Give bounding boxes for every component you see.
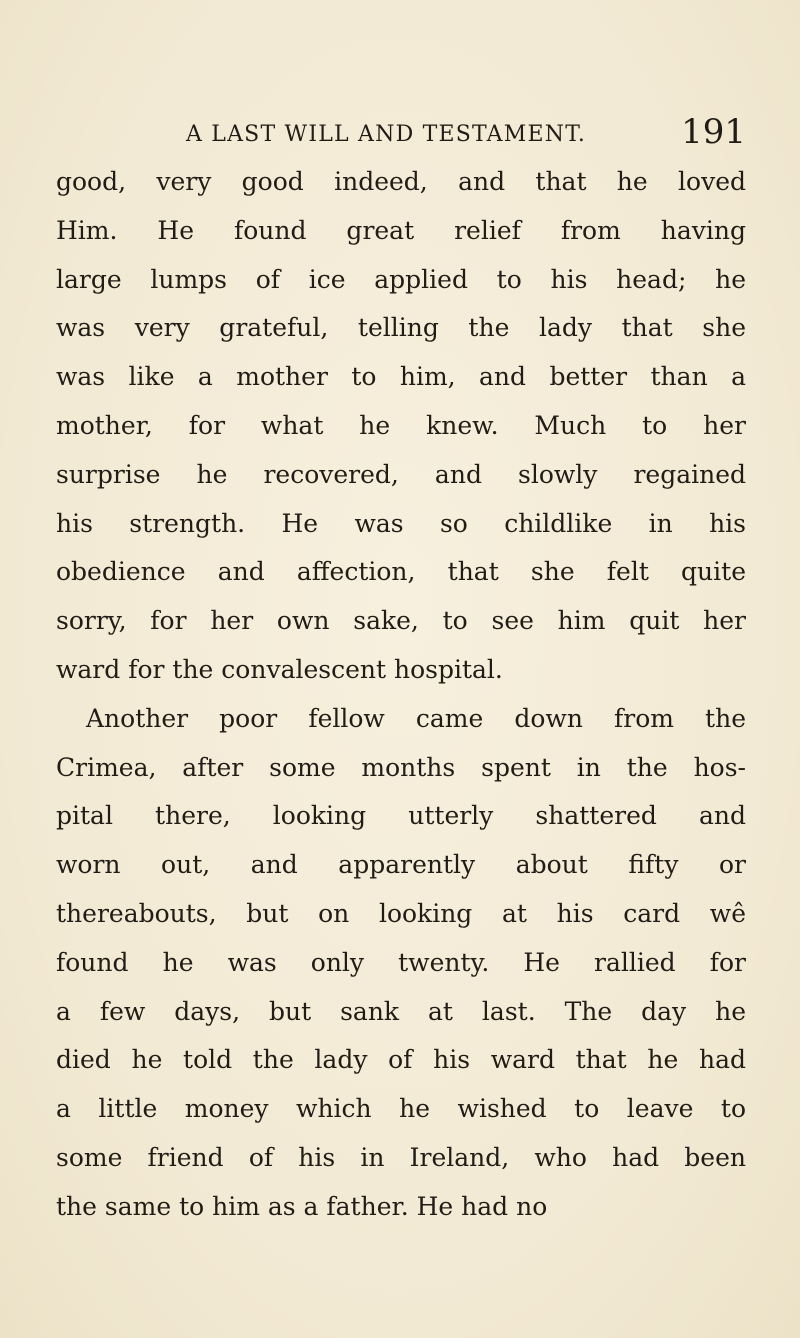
text-line: surprise he recovered, and slowly regained xyxy=(56,459,746,489)
text-line: some friend of his in Ireland, who had been xyxy=(56,1142,746,1172)
text-line: sorry, for her own sake, to see him quit her xyxy=(56,606,746,636)
paragraph-end-line: ward for the convalescent hospital. xyxy=(56,654,503,684)
running-title: A LAST WILL AND TESTAMENT. xyxy=(186,122,587,147)
text-line: was very grateful, telling the lady that she xyxy=(56,313,746,343)
page-number: 191 xyxy=(681,112,746,152)
text-line: worn out, and apparently about fifty or xyxy=(56,850,746,880)
running-head xyxy=(186,112,746,156)
text-line: was like a mother to him, and better than a xyxy=(56,362,746,392)
text-line: good, very good indeed, and that he loved xyxy=(56,167,746,196)
text-line: mother, for what he knew. Much to her xyxy=(56,410,746,440)
body-text xyxy=(56,158,746,1232)
text-line: the same to him as a father. He had no xyxy=(56,1191,548,1221)
paragraph-start-line: Another poor fellow came down from the xyxy=(86,703,746,733)
text-line: Crimea, after some months spent in the hos- xyxy=(56,752,746,782)
text-line: obedience and affection, that she felt quite xyxy=(56,557,746,587)
text-line: large lumps of ice applied to his head; he xyxy=(56,264,746,294)
text-line: found he was only twenty. He rallied for xyxy=(56,947,746,977)
text-line: thereabouts, but on looking at his card wê xyxy=(56,898,746,928)
text-line: died he told the lady of his ward that he had xyxy=(56,1045,746,1075)
text-line: a little money which he wished to leave to xyxy=(56,1094,746,1124)
text-line: his strength. He was so childlike in his xyxy=(56,508,746,538)
text-line: pital there, looking utterly shattered and xyxy=(56,801,746,831)
text-line: Him. He found great relief from having xyxy=(56,215,746,245)
text-line: a few days, but sank at last. The day he xyxy=(56,996,746,1026)
